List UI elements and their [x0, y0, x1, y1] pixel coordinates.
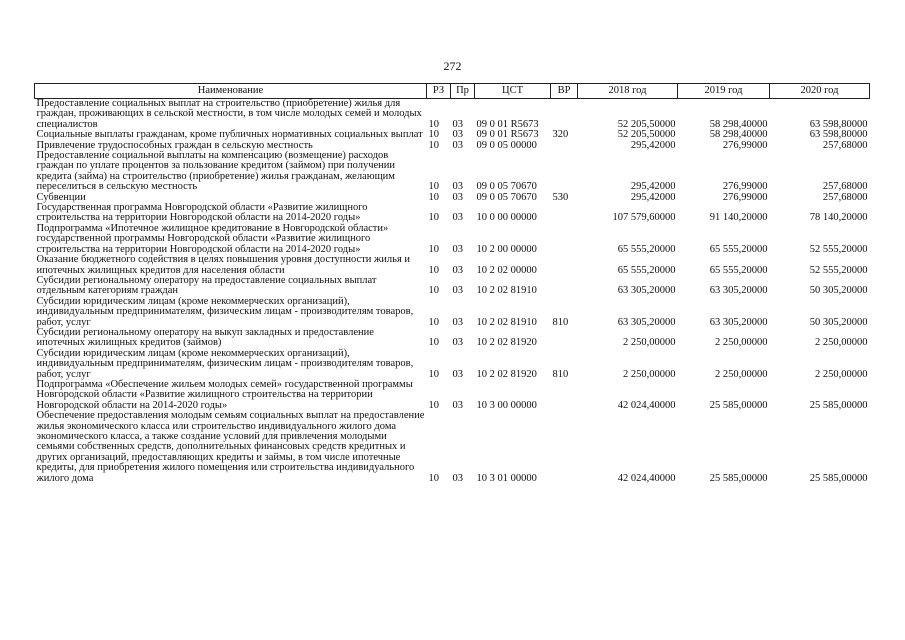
row-2019: 63 305,20000 — [709, 316, 768, 328]
row-2020: 25 585,00000 — [809, 399, 868, 411]
row-name: Подпрограмма «Обеспечение жильем молодых семей» государственной программы Новгородской области «Развитие жилищного строительства на территории Новгородской области на 2014-2020 годы» — [36, 378, 413, 411]
table-body — [35, 99, 870, 485]
row-2018: 52 205,50000 — [617, 129, 676, 141]
row-rz: 10 — [428, 399, 439, 411]
table-row — [35, 224, 870, 255]
row-2018: 2 250,00000 — [623, 368, 676, 380]
row-cst: 10 2 00 00000 — [476, 243, 537, 255]
row-2020: 2 250,00000 — [815, 368, 868, 380]
row-2018: 63 305,20000 — [617, 316, 676, 328]
row-2019: 65 555,20000 — [709, 264, 768, 276]
row-2020: 52 555,20000 — [809, 264, 868, 276]
table-row — [35, 411, 870, 484]
row-name: Субвенции — [36, 191, 86, 203]
row-2018: 42 024,40000 — [617, 399, 676, 411]
table-row — [35, 203, 870, 224]
table-row — [35, 297, 870, 328]
row-pr: 03 — [452, 472, 463, 484]
row-name: Оказание бюджетного содействия в целях повышения уровня доступности жилья и ипотечных жилищных кредитов для населения области — [36, 254, 411, 276]
row-vr — [551, 411, 578, 484]
header-rz: РЗ — [427, 84, 451, 99]
row-cst: 09 0 05 70670 — [476, 191, 537, 203]
row-2018: 2 250,00000 — [623, 337, 676, 349]
row-2018: 295,42000 — [630, 191, 676, 203]
row-name: Обеспечение предоставления молодым семьям социальных выплат на предоставление жилья экономического класса или строительство индивидуального жилого дома экономического класса, а также создание условий для привлечения молодыми семьями собственных средств, дополнительных финансовых средств кредитных и других организаций, предоставляющих кредиты и займы, в том числе ипотечные кредиты, для приобретения жилого помещения или строительства индивидуального жилого дома — [36, 410, 425, 484]
row-name: Субсидии региональному оператору на предоставление социальных выплат отдельным категориям граждан — [36, 274, 377, 297]
row-name: Субсидии юридическим лицам (кроме некоммерческих организаций), индивидуальным предпринимателям, физическим лицам - производителям товаров, работ, услуг — [36, 295, 414, 328]
row-rz: 10 — [428, 118, 439, 130]
row-2018: 65 555,20000 — [617, 243, 676, 255]
row-2020: 257,68000 — [822, 191, 868, 203]
row-name: Социальные выплаты гражданам, кроме публичных нормативных социальных выплат — [36, 129, 423, 141]
row-2019: 2 250,00000 — [715, 368, 768, 380]
row-vr — [551, 380, 578, 411]
row-2020: 257,68000 — [822, 139, 868, 151]
row-2020: 25 585,00000 — [809, 472, 868, 484]
row-pr: 03 — [452, 337, 463, 349]
row-rz: 10 — [428, 212, 439, 224]
row-2019: 276,99000 — [722, 191, 768, 203]
row-rz: 10 — [428, 139, 439, 151]
table-row — [35, 151, 870, 193]
row-pr: 03 — [452, 285, 463, 297]
row-rz: 10 — [428, 264, 439, 276]
row-2020: 50 305,20000 — [809, 285, 868, 297]
header-cst: ЦСТ — [475, 84, 551, 99]
row-2019: 58 298,40000 — [709, 118, 768, 130]
page-number: 272 — [443, 59, 462, 73]
row-pr: 03 — [452, 243, 463, 255]
header-vr: ВР — [551, 84, 578, 99]
table-row — [35, 349, 870, 380]
row-vr — [551, 328, 578, 349]
table-row — [35, 255, 870, 276]
row-pr: 03 — [452, 399, 463, 411]
row-vr — [551, 151, 578, 193]
row-pr: 03 — [452, 139, 463, 151]
table-header — [35, 84, 870, 99]
table-row — [35, 328, 870, 349]
row-rz: 10 — [428, 316, 439, 328]
header-2018: 2018 год — [578, 84, 678, 99]
row-name: Государственная программа Новгородской области «Развитие жилищного строительства на территории Новгородской области на 2014-2020 годы» — [36, 202, 368, 224]
row-2019: 58 298,40000 — [709, 129, 768, 141]
header-2020: 2020 год — [770, 84, 870, 99]
row-pr: 03 — [452, 181, 463, 193]
row-2019: 63 305,20000 — [709, 285, 768, 297]
row-vr — [551, 255, 578, 276]
row-pr: 03 — [452, 191, 463, 203]
row-pr: 03 — [452, 118, 463, 130]
row-2019: 2 250,00000 — [715, 337, 768, 349]
header-2019: 2019 год — [678, 84, 770, 99]
row-name: Подпрограмма «Ипотечное жилищное кредитование в Новгородской области» государственной программы Новгородской области «Развитие жилищного строительства на территории Новгородской области на 2014-2020 годы» — [36, 222, 389, 255]
row-rz: 10 — [428, 243, 439, 255]
row-rz: 10 — [428, 285, 439, 297]
row-cst: 10 2 02 81920 — [476, 337, 537, 349]
row-vr: 810 — [552, 316, 569, 328]
row-2018: 52 205,50000 — [617, 118, 676, 130]
row-2019: 276,99000 — [722, 181, 768, 193]
budget-table — [34, 83, 870, 484]
row-vr — [551, 276, 578, 297]
row-2018: 295,42000 — [630, 181, 676, 193]
row-2018: 63 305,20000 — [617, 285, 676, 297]
row-pr: 03 — [452, 129, 463, 141]
row-name: Субсидии юридическим лицам (кроме некоммерческих организаций), индивидуальным предпринимателям, физическим лицам - производителям товаров, работ, услуг — [36, 347, 414, 380]
row-rz: 10 — [428, 181, 439, 193]
row-cst: 10 3 01 00000 — [476, 472, 537, 484]
row-2020: 2 250,00000 — [815, 337, 868, 349]
table-row — [35, 380, 870, 411]
row-pr: 03 — [452, 212, 463, 224]
row-name: Субсидии региональному оператору на выкуп закладных и предоставление ипотечных жилищных кредитов (займов) — [36, 326, 374, 349]
row-2018: 107 579,60000 — [612, 212, 676, 224]
row-pr: 03 — [452, 368, 463, 380]
row-2019: 276,99000 — [722, 139, 768, 151]
row-cst: 09 0 05 70670 — [476, 181, 537, 193]
table-row — [35, 99, 870, 131]
header-pr: Пр — [451, 84, 475, 99]
row-rz: 10 — [428, 472, 439, 484]
row-2020: 52 555,20000 — [809, 243, 868, 255]
row-2019: 65 555,20000 — [709, 243, 768, 255]
row-cst: 10 2 02 81910 — [476, 316, 537, 328]
row-cst: 10 2 02 81910 — [476, 285, 537, 297]
row-cst: 10 3 00 00000 — [476, 399, 537, 411]
row-2020: 78 140,20000 — [809, 212, 868, 224]
row-cst: 09 0 01 R5673 — [476, 129, 539, 141]
row-vr — [551, 203, 578, 224]
row-vr — [551, 99, 578, 131]
row-rz: 10 — [428, 191, 439, 203]
row-2019: 25 585,00000 — [709, 399, 768, 411]
row-cst: 09 0 05 00000 — [476, 139, 537, 151]
row-name: Предоставление социальных выплат на строительство (приобретение) жилья для граждан, проживающих в сельской местности, в том числе молодых семей и молодых специалистов — [36, 98, 422, 130]
header-name: Наименование — [35, 84, 427, 99]
row-vr — [551, 224, 578, 255]
row-vr: 810 — [552, 368, 569, 380]
row-2019: 25 585,00000 — [709, 472, 768, 484]
row-rz: 10 — [428, 337, 439, 349]
row-2018: 42 024,40000 — [617, 472, 676, 484]
row-2020: 257,68000 — [822, 181, 868, 193]
row-cst: 10 2 02 81920 — [476, 368, 537, 380]
row-2019: 91 140,20000 — [709, 212, 768, 224]
row-2018: 295,42000 — [630, 139, 676, 151]
row-pr: 03 — [452, 264, 463, 276]
table-row — [35, 276, 870, 297]
row-vr: 530 — [552, 191, 569, 203]
row-pr: 03 — [452, 316, 463, 328]
row-name: Предоставление социальной выплаты на компенсацию (возмещение) расходов граждан по уплате процентов за пользование кредитом (займом) при получении кредита (займа) на строительство (приобретение) жилья гражданам, желающим переселиться в сельскую местность — [36, 150, 396, 193]
row-vr — [551, 141, 578, 151]
row-2020: 63 598,80000 — [809, 118, 868, 130]
row-vr: 320 — [552, 129, 569, 141]
row-cst: 09 0 01 R5673 — [476, 118, 539, 130]
row-cst: 10 0 00 00000 — [476, 212, 537, 224]
row-2020: 63 598,80000 — [809, 129, 868, 141]
row-name: Привлечение трудоспособных граждан в сельскую местность — [36, 139, 313, 151]
row-cst: 10 2 02 00000 — [476, 264, 537, 276]
row-rz: 10 — [428, 129, 439, 141]
row-rz: 10 — [428, 368, 439, 380]
row-2020: 50 305,20000 — [809, 316, 868, 328]
row-2018: 65 555,20000 — [617, 264, 676, 276]
